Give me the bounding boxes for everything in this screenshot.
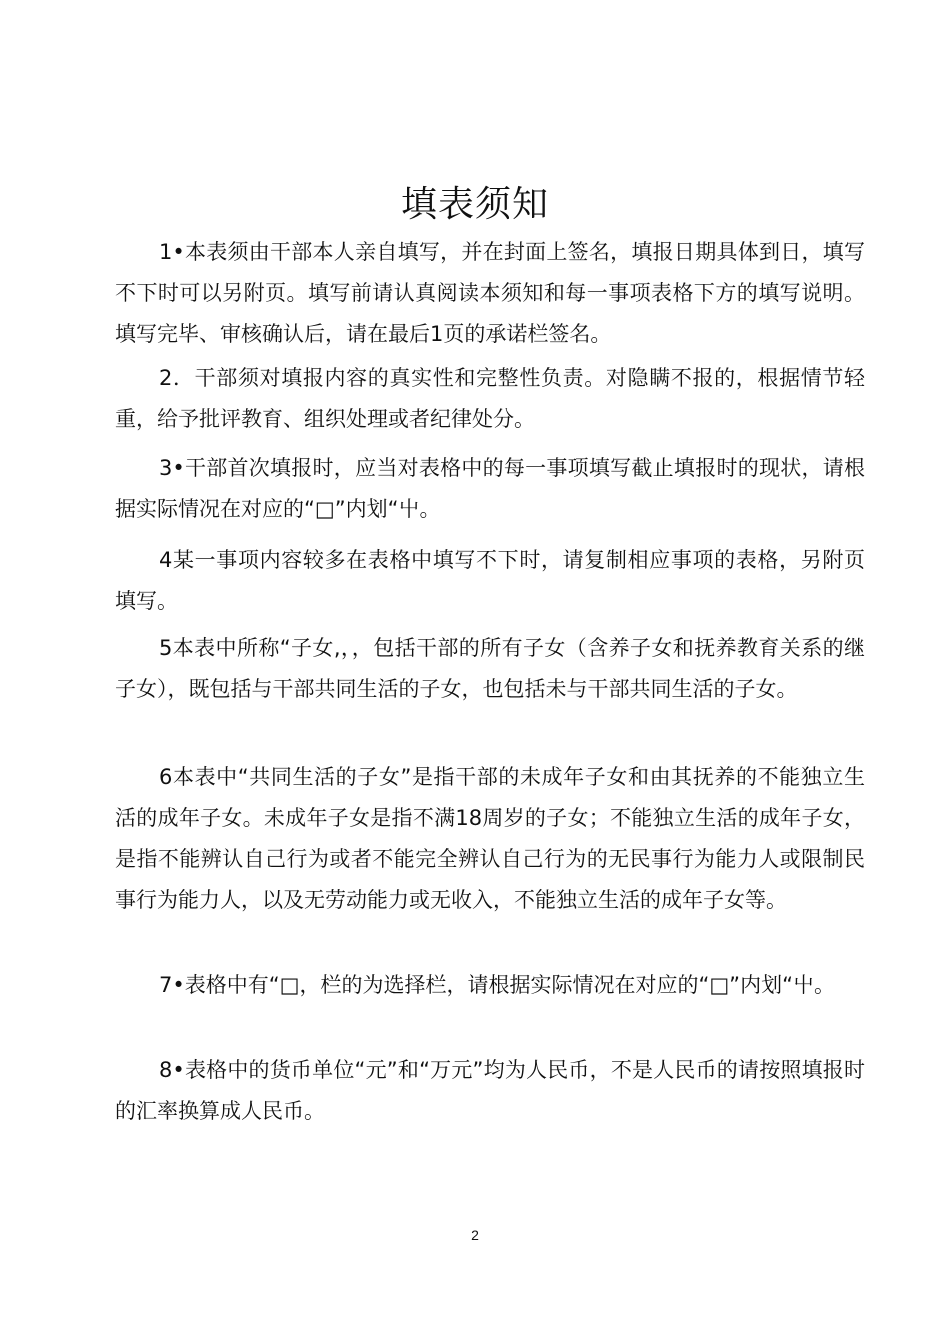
notice-item-3-text: 3•干部首次填报时，应当对表格中的每一事项填写截止填报时的现状，请根据实际情况在对应的“□”内划“屮。 <box>115 456 865 521</box>
notice-item-1-text: 1•本表须由干部本人亲自填写，并在封面上签名，填报日期具体到日，填写不下时可以另附页。填写前请认真阅读本须知和每一事项表格下方的填写说明。填写完毕、审核确认后，请在最后1页的承诺栏签名。 <box>115 240 865 346</box>
notice-item-4 <box>115 540 865 622</box>
notice-item-5 <box>115 628 865 710</box>
notice-item-2 <box>115 358 865 440</box>
notice-item-8-text: 8•表格中的货币单位“元”和“万元”均为人民币，不是人民币的请按照填报时的汇率换算成人民币。 <box>115 1058 865 1123</box>
notice-item-5-text: 5本表中所称“子女,，，包括干部的所有子女（含养子女和抚养教育关系的继子女），既包括与干部共同生活的子女，也包括未与干部共同生活的子女。 <box>115 636 865 701</box>
notice-item-7-text: 7•表格中有“□，栏的为选择栏，请根据实际情况在对应的“□”内划“屮。 <box>159 973 835 997</box>
notice-item-8 <box>115 1050 865 1132</box>
notice-item-2-text: 2．干部须对填报内容的真实性和完整性负责。对隐瞒不报的，根据情节轻重，给予批评教育、组织处理或者纪律处分。 <box>115 366 865 431</box>
notice-item-4-text: 4某一事项内容较多在表格中填写不下时，请复制相应事项的表格，另附页填写。 <box>115 548 865 613</box>
notice-item-7 <box>115 965 865 1006</box>
page-title: 填表须知 <box>400 184 549 226</box>
notice-item-1 <box>115 232 865 355</box>
notice-item-3 <box>115 448 865 530</box>
notice-item-6 <box>115 757 865 921</box>
notice-item-6-text: 6本表中“共同生活的子女”是指干部的未成年子女和由其抚养的不能独立生活的成年子女。未成年子女是指不满18周岁的子女；不能独立生活的成年子女，是指不能辨认自己行为或者不能完全辨认自己行为的无民事行为能力人或限制民事行为能力人，以及无劳动能力或无收入，不能独立生活的成年子女等。 <box>115 765 865 912</box>
page-number: 2 <box>471 1227 479 1243</box>
